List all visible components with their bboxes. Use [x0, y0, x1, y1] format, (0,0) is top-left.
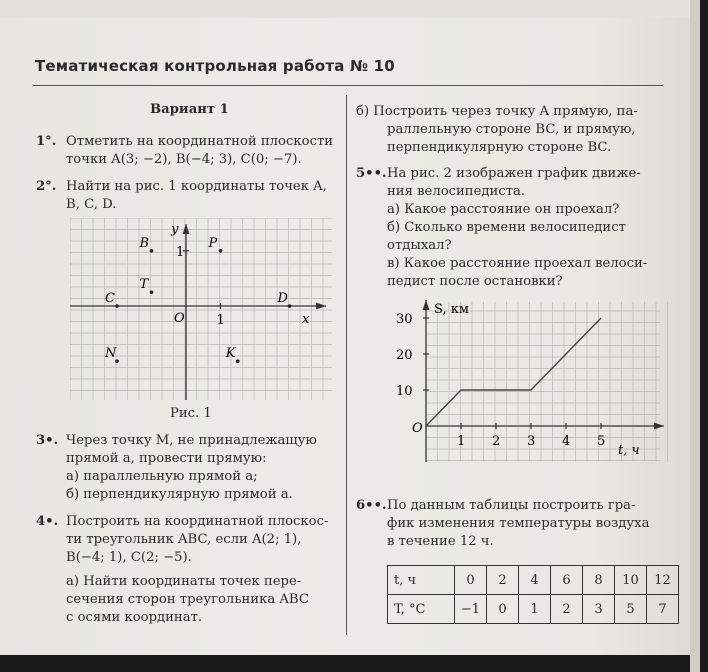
point-b: [150, 249, 154, 253]
q2-line: Найти на рис. 1 координаты точек A,: [66, 179, 327, 194]
point-label-b: B: [139, 235, 150, 251]
table-cell: 5: [615, 595, 647, 624]
table-cell: 12: [647, 566, 679, 595]
q3-line: а) параллельную прямой a;: [66, 469, 258, 484]
table-cell: 6: [551, 566, 583, 595]
q5-number: 5••.: [356, 166, 387, 181]
table-cell: 1: [519, 595, 551, 624]
q4-sub-line: сечения сторон треугольника ABC: [66, 592, 309, 607]
x-tick-label: 4: [562, 434, 571, 449]
q4-line: Построить на координатной плоскос-: [66, 514, 329, 529]
q5-sub-line: в) Какое расстояние проехал велоси-: [387, 256, 648, 271]
column-divider: [346, 95, 347, 635]
unit-x-label: 1: [216, 313, 225, 328]
q5-sub-line: отдыхал?: [387, 238, 452, 253]
table-row-temperature: [388, 595, 679, 624]
q1-line: Отметить на координатной плоскости: [66, 134, 334, 149]
q4-sub-line: с осями координат.: [66, 610, 203, 625]
point-t: [150, 290, 154, 294]
y-tick-label: 10: [396, 384, 413, 399]
table-cell: 0: [487, 595, 519, 624]
q5-sub-line: б) Сколько времени велосипедист: [387, 220, 626, 235]
y-tick-label: 30: [396, 312, 413, 327]
table-header-temperature: T, °C: [388, 595, 455, 624]
q3-line: прямой a, провести прямую:: [66, 451, 267, 466]
q2-line: B, C, D.: [66, 197, 117, 212]
origin-label: O: [412, 421, 423, 436]
x-axis-arrow-icon: [316, 303, 326, 310]
title-divider: [33, 85, 663, 86]
table-cell: 2: [551, 595, 583, 624]
x-axis-label: t, ч: [618, 443, 640, 458]
table-cell: 3: [583, 595, 615, 624]
figure-1-caption: Рис. 1: [170, 406, 212, 421]
x-tick-label: 3: [527, 434, 536, 449]
q2-number: 2°.: [36, 179, 57, 194]
unit-y-label: 1: [176, 244, 185, 260]
q3-line: Через точку M, не принадлежащую: [66, 433, 317, 448]
x-tick-label: 1: [457, 434, 466, 449]
point-label-d: D: [277, 291, 288, 306]
table-header-time: t, ч: [388, 566, 455, 595]
q6-line: фик изменения температуры воздуха: [387, 516, 650, 531]
page-title: Тематическая контрольная работа № 10: [35, 57, 395, 75]
q6-number: 6••.: [356, 498, 387, 513]
origin-label: O: [174, 311, 185, 326]
q4b-line: б) Построить через точку A прямую, па-: [356, 104, 638, 119]
q3-number: 3•.: [36, 433, 59, 448]
q5-line: ния велосипедиста.: [387, 184, 526, 199]
x-tick-label: 2: [492, 434, 501, 449]
table-cell: 0: [455, 566, 487, 595]
point-label-k: K: [225, 346, 236, 362]
q4-line: B(−4; 1), C(2; −5).: [66, 550, 192, 565]
q5-line: На рис. 2 изображен график движе-: [387, 166, 641, 181]
table-cell: 8: [583, 566, 615, 595]
q6-line: в течение 12 ч.: [387, 534, 494, 549]
y-axis-label: S, км: [434, 302, 469, 317]
point-c: [115, 304, 119, 308]
table-cell: 7: [647, 595, 679, 624]
x-axis-label: x: [302, 312, 310, 327]
page-edge: [690, 0, 700, 672]
table-cell: 2: [487, 566, 519, 595]
q4-line: ти треугольник ABC, если A(2; 1),: [66, 532, 302, 547]
q1-line: точки A(3; −2), B(−4; 3), C(0; −7).: [66, 152, 302, 167]
y-tick-label: 20: [396, 348, 413, 363]
figure-2-motion-graph: [378, 296, 668, 468]
point-label-t: T: [139, 277, 149, 293]
q4-sub-line: а) Найти координаты точек пере-: [66, 574, 302, 589]
point-label-c: C: [105, 291, 115, 306]
q5-sub-line: педист после остановки?: [387, 274, 563, 289]
top-strip: [0, 0, 700, 18]
figure-1-coordinate-grid: [70, 218, 332, 400]
table-cell: 10: [615, 566, 647, 595]
point-k: [236, 359, 240, 363]
point-p: [219, 249, 223, 253]
temperature-table: [387, 565, 679, 624]
q3-line: б) перпендикулярную прямой a.: [66, 487, 293, 502]
table-cell: 4: [519, 566, 551, 595]
q1-number: 1°.: [36, 134, 57, 149]
q4b-line: перпендикулярную стороне BC.: [387, 140, 612, 155]
q6-line: По данным таблицы построить гра-: [387, 498, 636, 513]
x-axis-arrow-icon: [654, 423, 664, 430]
q4b-line: раллельную стороне BC, и прямую,: [387, 122, 636, 137]
table-cell: −1: [455, 595, 487, 624]
y-axis-arrow-icon: [183, 224, 190, 234]
q5-sub-line: а) Какое расстояние он проехал?: [387, 202, 620, 217]
table-row-time: [388, 566, 679, 595]
x-tick-label: 5: [597, 434, 606, 449]
q4-number: 4•.: [36, 514, 59, 529]
point-d: [288, 304, 292, 308]
y-axis-label: y: [171, 222, 179, 237]
variant-heading: Вариант 1: [150, 102, 229, 117]
point-label-n: N: [105, 346, 117, 362]
point-label-p: P: [208, 235, 218, 251]
y-axis-arrow-icon: [423, 300, 430, 310]
